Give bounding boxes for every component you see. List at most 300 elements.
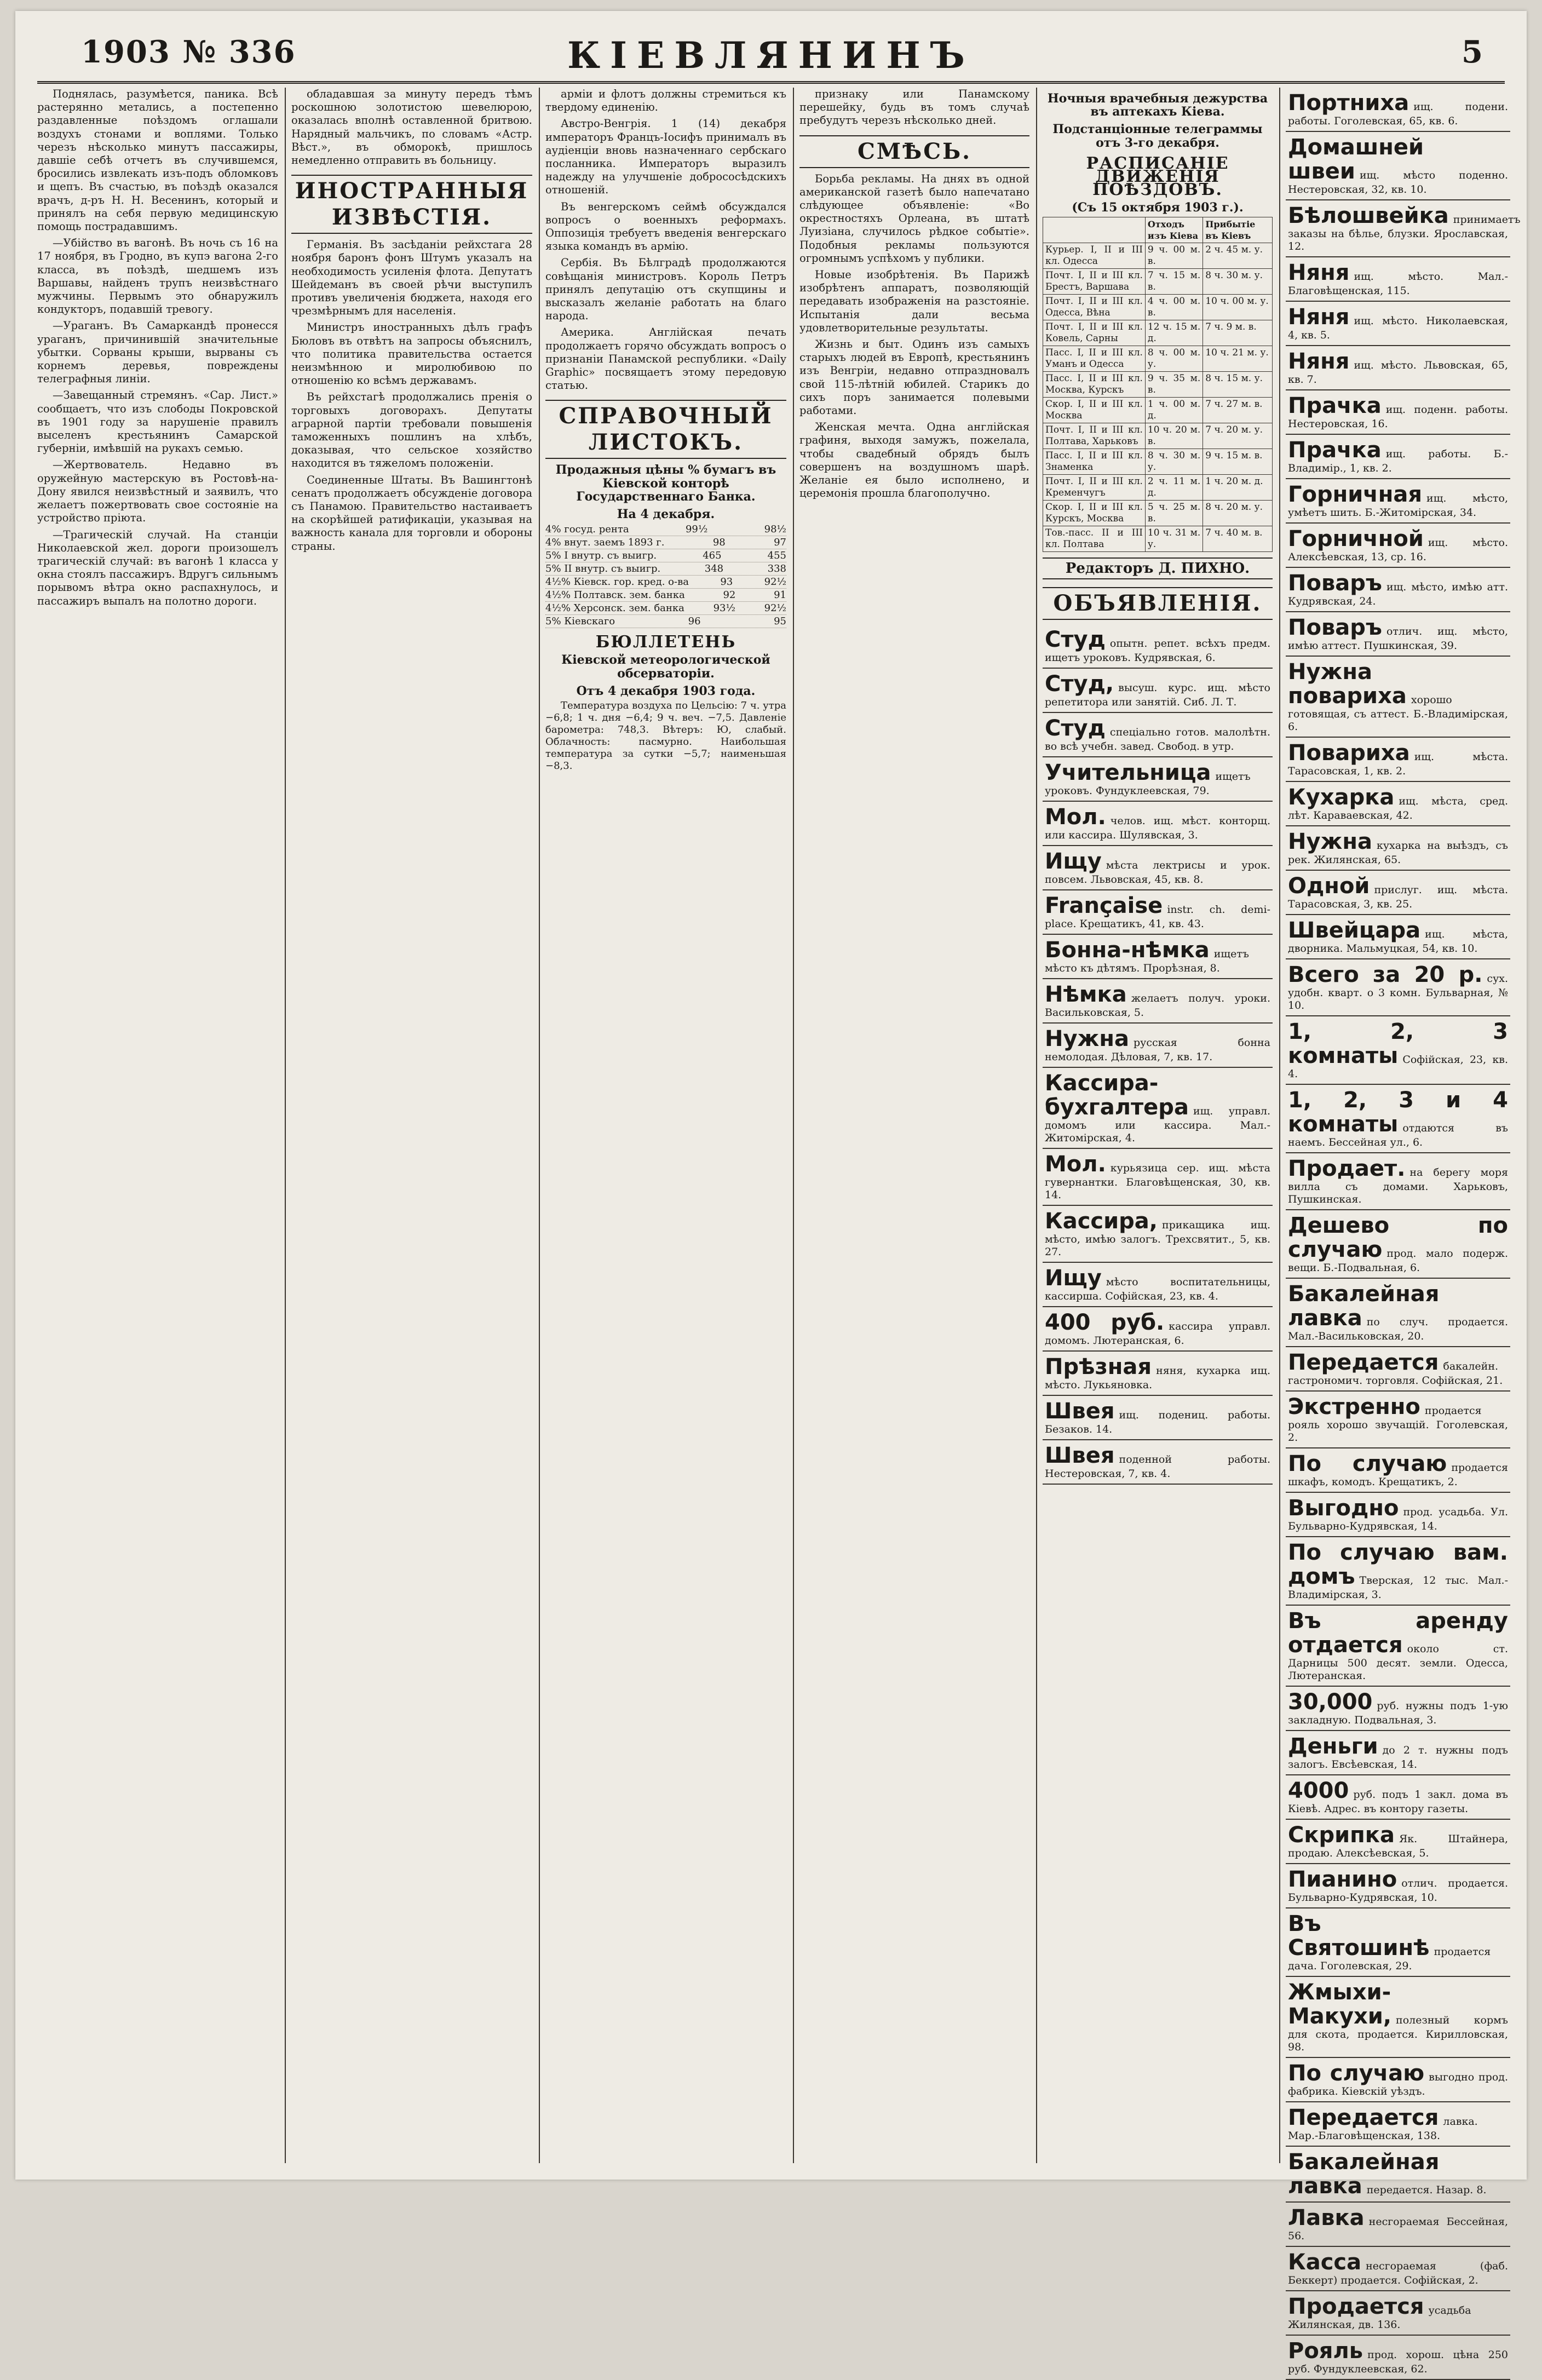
- classified-ad: [1286, 2247, 1510, 2291]
- article-paragraph: Америка. Англійская печать продолжаетъ горячо обсуждать вопросъ о признаніи Панамской республики. «Daily Graphic» посвящаетъ этому передовую статью.: [545, 326, 786, 392]
- ad-heading: Кассира-бухгалтера: [1045, 1070, 1189, 1120]
- article-paragraph: —Завещанный стремянъ. «Сар. Лист.» сообщаетъ, что изъ слободы Покровской въ 1901 году за нарушеніе правилъ выселенъ крестьянинъ Самарской губерніи, имѣвшій на рукахъ семью.: [37, 389, 278, 455]
- ad-heading: Нѣмка: [1045, 981, 1127, 1007]
- rate-row: [545, 523, 786, 536]
- schedule-cell: Почт. I, II и III кл. Брестъ, Варшава: [1043, 268, 1146, 294]
- ad-heading: Дешево по случаю: [1288, 1213, 1508, 1262]
- schedule-cell: Почт. I, II и III кл. Ковель, Сарны: [1043, 320, 1146, 346]
- train-schedule: [1043, 217, 1273, 552]
- ad-text: ищ. мѣсто, умѣетъ шить. Б.-Житомірская, 34.: [1288, 492, 1508, 519]
- article-paragraph: Министръ иностранныхъ дѣлъ графъ Бюловъ въ отвѣтъ на запросы объяснилъ, что политика правительства остается неизмѣнною и миролюбивою по отношенію ко всѣмъ державамъ.: [291, 321, 532, 387]
- ad-heading: Лавка: [1288, 2205, 1365, 2230]
- ad-heading: Поваръ: [1288, 571, 1382, 596]
- classified-ad: [1043, 1396, 1273, 1440]
- classified-ad: [1043, 979, 1273, 1024]
- ad-text: полезный кормъ для скота, продается. Кирилловская, 98.: [1288, 2014, 1508, 2053]
- ad-text: хорошо готовящая, съ аттест. Б.-Владимірская, 6.: [1288, 694, 1508, 733]
- ad-heading: Учительница: [1045, 760, 1211, 785]
- article-paragraph: —Жертвователь. Недавно въ оружейную мастерскую въ Ростовѣ-на-Дону явился неизвѣстный и заявилъ, что желаетъ пожертвовать свое состояніе на устройство пріюта.: [37, 458, 278, 525]
- classified-ad: [1286, 1153, 1510, 1210]
- schedule-cell: 10 ч. 31 м. у.: [1145, 526, 1202, 551]
- ad-text: отлич. ищ. мѣсто, имѣю аттест. Пушкинская, 39.: [1288, 625, 1508, 652]
- article-paragraph: Германія. Въ засѣданіи рейхстага 28 ноября баронъ фонъ Штумъ указалъ на необходимость усиленія флота. Депутатъ Шейдеманъ въ своей рѣчи выступилъ противъ увеличенія бюджета, находя его чрезмѣрнымъ для населенія.: [291, 238, 532, 318]
- rate-sell: 92½: [764, 576, 786, 588]
- ad-heading: 4000: [1288, 1778, 1349, 1803]
- classified-ad: [1286, 1977, 1510, 2058]
- classified-ad: [1286, 782, 1510, 826]
- schedule-header: [1043, 217, 1146, 243]
- classified-ad: [1286, 1537, 1510, 1606]
- schedule-row: [1043, 526, 1273, 551]
- classified-ad: [1286, 1392, 1510, 1448]
- ad-heading: Всего за 20 р.: [1288, 962, 1483, 987]
- ad-heading: Касса: [1288, 2250, 1362, 2275]
- ad-heading: Нужна: [1288, 829, 1372, 854]
- article-paragraph: арміи и флотъ должны стремиться къ твердому единенію.: [545, 88, 786, 114]
- classified-ad: [1286, 1606, 1510, 1687]
- ad-heading: Швея: [1045, 1442, 1115, 1468]
- article-paragraph: —Убійство въ вагонѣ. Въ ночь съ 16 на 17 ноября, въ Гродно, въ купэ вагона 2-го класса, въ поѣздѣ, шедшемъ изъ Варшавы, найденъ трупъ неизвѣстнаго мужчины. Первымъ это обнаружилъ кондукторъ, подавшій тревогу.: [37, 237, 278, 316]
- classified-ad: [1043, 890, 1273, 935]
- schedule-cell: Тов.-пасс. II и III кл. Полтава: [1043, 526, 1146, 551]
- smes-title: СМѢСЬ.: [799, 135, 1029, 168]
- rate-row: [545, 576, 786, 589]
- ad-text: руб. подъ 1 закл. дома въ Кіевѣ. Адрес. въ контору газеты.: [1288, 1789, 1508, 1815]
- classified-ad: [1286, 2147, 1510, 2203]
- classified-ad: [1043, 1024, 1273, 1068]
- ad-heading: Бакалейная лавка: [1288, 2149, 1440, 2199]
- classified-ad: [1043, 624, 1273, 669]
- rate-name: 4% госуд. рента: [545, 524, 629, 536]
- column-rule: [539, 88, 540, 2163]
- schedule-row: [1043, 243, 1273, 268]
- ad-text: прод. хорош. цѣна 250 руб. Фундуклеевская, 62.: [1288, 2349, 1508, 2375]
- rate-buy: 465: [703, 550, 722, 562]
- rate-name: 5% Кіевскаго: [545, 616, 615, 628]
- ad-heading: Одной: [1288, 873, 1370, 899]
- ad-text: ищ. подениц. работы. Безаков. 14.: [1045, 1409, 1270, 1435]
- editor-line: Редакторъ Д. ПИХНО.: [1043, 557, 1273, 579]
- ad-heading: Жмыхи-Макухи,: [1288, 1980, 1392, 2029]
- classified-ad: [1043, 846, 1273, 890]
- ad-heading: 1, 2, 3 и 4 комнаты: [1288, 1088, 1508, 1137]
- ad-text: отлич. продается. Бульварно-Кудрявская, 10.: [1288, 1877, 1508, 1904]
- ad-heading: Рояль: [1288, 2338, 1363, 2364]
- ad-text: бакалейн. гастрономич. торговля. Софійская, 21.: [1288, 1360, 1503, 1387]
- ad-text: передается. Назар. 8.: [1366, 2184, 1487, 2196]
- ad-heading: Française: [1045, 893, 1163, 918]
- classified-ad: [1286, 435, 1510, 479]
- ad-heading: Выгодно: [1288, 1496, 1399, 1521]
- ad-heading: По случаю вам. домъ: [1288, 1540, 1508, 1589]
- schedule-cell: 7 ч. 27 м. в.: [1203, 397, 1273, 423]
- ad-text: продается шкафъ, комодъ. Крещатикъ, 2.: [1288, 1462, 1508, 1488]
- article-paragraph: Женская мечта. Одна англійская графиня, выходя замужъ, пожелала, чтобы свадебный обрядъ былъ совершенъ на воздушномъ шарѣ. Желаніе ея было исполнено, и церемонія прошла благополучно.: [799, 421, 1029, 500]
- ad-heading: Скрипка: [1288, 1823, 1395, 1848]
- ad-text: прислуг. ищ. мѣста. Тарасовская, 3, кв. 25.: [1288, 884, 1508, 910]
- ad-text: усадьба Жилянская, дв. 136.: [1288, 2304, 1471, 2331]
- ad-heading: Студ,: [1045, 671, 1114, 697]
- listok-date: На 4 декабря.: [617, 507, 715, 522]
- rate-name: 4½% Кіевск. гор. кред. о-ва: [545, 576, 689, 588]
- ad-heading: Горничная: [1288, 482, 1423, 507]
- classified-ad: [1286, 738, 1510, 782]
- rate-sell: 98½: [764, 524, 786, 536]
- ad-text: кассира управл. домомъ. Лютеранская, 6.: [1045, 1320, 1270, 1347]
- ad-text: ищ. поденн. работы. Нестеровская, 16.: [1288, 404, 1508, 430]
- rate-name: 4½% Полтавск. зем. банка: [545, 589, 685, 601]
- ad-heading: Горничной: [1288, 526, 1424, 551]
- ad-text: отдаются въ наемъ. Бессейная ул., 6.: [1288, 1122, 1508, 1148]
- ad-heading: Мол.: [1045, 1151, 1106, 1177]
- classified-ad: [1043, 757, 1273, 802]
- classified-ad: [1043, 935, 1273, 979]
- ad-text: Тверская, 12 тыс. Мал.-Владимірская, 3.: [1288, 1574, 1508, 1601]
- page-number: 5: [1462, 34, 1483, 70]
- bulletin-date: Отъ 4 декабря 1903 года.: [576, 683, 756, 698]
- issue-number: 1903 № 336: [81, 34, 296, 70]
- classified-ad: [1286, 132, 1510, 200]
- ad-text: instr. ch. demi-place. Крещатикъ, 41, кв. 43.: [1045, 903, 1270, 930]
- ad-text: ищ. мѣста, сред. лѣт. Караваевская, 42.: [1288, 795, 1508, 821]
- rate-buy: 98: [712, 537, 726, 549]
- schedule-cell: 1 ч. 20 м. д.: [1203, 474, 1273, 500]
- schedule-row: [1043, 346, 1273, 371]
- classified-ad: [1286, 390, 1510, 435]
- ad-text: около ст. Дарницы 500 десят. земли. Одесса, Лютеранская.: [1288, 1643, 1508, 1682]
- schedule-cell: 2 ч. 45 м. у.: [1203, 243, 1273, 268]
- classified-ad: [1043, 713, 1273, 757]
- rate-row: [545, 536, 786, 549]
- schedule-cell: Курьер. I, II и III кл. Одесса: [1043, 243, 1146, 268]
- classified-ad: [1286, 959, 1510, 1016]
- classified-ad: [1043, 1149, 1273, 1206]
- article-paragraph: Въ рейхстагѣ продолжались пренія о торговыхъ договорахъ. Депутаты аграрной партіи требовали повышенія таможенныхъ пошлинъ на хлѣбъ, доказывая, что сельское хозяйство находится въ тяжеломъ положеніи.: [291, 390, 532, 470]
- classified-ad: [1043, 1307, 1273, 1352]
- ad-text: сух. удобн. кварт. о 3 комн. Бульварная, № 10.: [1288, 973, 1508, 1011]
- classified-ad: [1043, 1440, 1273, 1485]
- schedule-row: [1043, 371, 1273, 397]
- ad-heading: Кассира,: [1045, 1208, 1158, 1234]
- classified-ad: [1286, 1347, 1510, 1392]
- ad-heading: Ищу: [1045, 1265, 1102, 1291]
- ad-heading: Передается: [1288, 2105, 1439, 2130]
- article-paragraph: Новые изобрѣтенія. Въ Парижѣ изобрѣтенъ аппаратъ, позволяющій передавать изображенія на разстояніе. Испытанія дали весьма удовлетворительные результаты.: [799, 268, 1029, 334]
- classified-ad: [1286, 1687, 1510, 1731]
- ad-text: до 2 т. нужны подъ залогъ. Евсѣевская, 14.: [1288, 1744, 1508, 1770]
- ad-heading: Продается: [1288, 2294, 1424, 2319]
- schedule-cell: 8 ч. 00 м. у.: [1145, 346, 1202, 371]
- classified-ad: [1043, 1206, 1273, 1263]
- rate-row: [545, 602, 786, 615]
- ad-text: поденной работы. Нестеровская, 7, кв. 4.: [1045, 1453, 1270, 1480]
- schedule-row: [1043, 474, 1273, 500]
- ad-heading: Поваръ: [1288, 615, 1382, 640]
- classified-ad: [1286, 1731, 1510, 1775]
- rate-row: [545, 589, 786, 602]
- article-paragraph: Австро-Венгрія. 1 (14) декабря императоръ Францъ-Іосифъ принималъ въ аудіенціи вновь назначеннаго сербскаго посланника. Императоръ выразилъ надежду на улучшеніе добрососѣдскихъ отношеній.: [545, 117, 786, 197]
- ad-text: няня, кухарка ищ. мѣсто. Лукьяновка.: [1045, 1364, 1270, 1391]
- ad-text: высуш. курс. ищ. мѣсто репетитора или занятій. Сиб. Л. Т.: [1045, 681, 1270, 708]
- schedule-subtitle: (Съ 15 октября 1903 г.).: [1072, 200, 1244, 215]
- rate-name: 5% I внутр. съ выигр.: [545, 550, 657, 562]
- article-paragraph: Въ венгерскомъ сеймѣ обсуждался вопросъ о военныхъ реформахъ. Оппозиція требуетъ введенія венгерскаго языка командъ въ армію.: [545, 200, 786, 253]
- ad-text: ищетъ уроковъ. Фундуклеевская, 79.: [1045, 770, 1251, 797]
- notice-pharmacy: Ночныя врачебныя дежурства въ аптекахъ Кіева.: [1047, 91, 1268, 119]
- schedule-cell: 9 ч. 00 м. в.: [1145, 243, 1202, 268]
- classified-ad: [1286, 568, 1510, 612]
- rate-sell: 455: [767, 550, 786, 562]
- classified-ad: [1286, 915, 1510, 959]
- rate-sell: 97: [774, 537, 786, 549]
- ad-heading: По случаю: [1288, 2061, 1425, 2086]
- classified-ad: [1286, 200, 1521, 257]
- rate-buy: 96: [688, 616, 701, 628]
- ad-heading: Продает.: [1288, 1156, 1406, 1181]
- article-paragraph: Сербія. Въ Бѣлградѣ продолжаются совѣщанія министровъ. Король Петръ принялъ депутацію отъ скупщины и высказалъ желаніе работать на благо народа.: [545, 256, 786, 323]
- ad-text: курьязица сер. ищ. мѣста гувернантки. Благовѣщенская, 30, кв. 14.: [1045, 1162, 1270, 1201]
- schedule-cell: 7 ч. 15 м. в.: [1145, 268, 1202, 294]
- bulletin-text: Температура воздуха по Цельсію: 7 ч. утра −6,8; 1 ч. дня −6,4; 9 ч. веч. −7,5. Давленіе барометра: 748,3. Вѣтеръ: Ю, слабый. Облачность: пасмурно. Наибольшая температура за сутки −5,7; наименьшая −8,3.: [545, 700, 786, 772]
- classified-ad: [1286, 346, 1510, 390]
- ad-text: ищ. мѣсто. Мал.-Благовѣщенская, 115.: [1288, 271, 1508, 297]
- ad-text: по случ. продается. Мал.-Васильковская, 20.: [1288, 1316, 1508, 1342]
- ad-text: ищ. подени. работы. Гоголевская, 65, кв. 6.: [1288, 101, 1508, 127]
- ad-text: ищ. работы. Б.-Владимір., 1, кв. 2.: [1288, 448, 1508, 474]
- column-rule: [793, 88, 794, 2163]
- bulletin-title: БЮЛЛЕТЕНЬ: [595, 633, 737, 652]
- ad-heading: Студ: [1045, 715, 1106, 741]
- classified-ad: [1286, 1210, 1510, 1279]
- ad-heading: По случаю: [1288, 1451, 1447, 1476]
- classified-ad: [1286, 1820, 1510, 1864]
- column-2: [291, 88, 532, 2163]
- classified-ad: [1286, 524, 1510, 568]
- ad-text: ищ. мѣсто, имѣю атт. Кудрявская, 24.: [1288, 581, 1508, 607]
- ad-text: ищ. мѣсто. Алексѣевская, 13, ср. 16.: [1288, 537, 1508, 563]
- ad-text: ищ. мѣсто. Николаевская, 4, кв. 5.: [1288, 315, 1508, 341]
- ad-heading: Нужна повариха: [1288, 659, 1407, 709]
- ad-heading: Бакалейная лавка: [1288, 1281, 1440, 1331]
- schedule-cell: Почт. I, II и III кл. Полтава, Харьковъ: [1043, 423, 1146, 449]
- classified-ad: [1286, 657, 1510, 738]
- ad-heading: Въ аренду отдается: [1288, 1608, 1508, 1658]
- listok-subtitle: Продажныя цѣны % бумагъ въ Кіевской конторѣ Государственнаго Банка.: [555, 463, 776, 504]
- ad-heading: Въ Святошинѣ: [1288, 1911, 1430, 1961]
- classified-ad: [1286, 2336, 1510, 2380]
- rate-buy: 348: [704, 563, 724, 575]
- classified-ad: [1286, 479, 1510, 524]
- rates-table: [545, 523, 786, 628]
- ad-heading: Прачка: [1288, 438, 1382, 463]
- schedule-row: [1043, 320, 1273, 346]
- ad-heading: Няня: [1288, 260, 1350, 285]
- schedule-cell: 12 ч. 15 м. д.: [1145, 320, 1202, 346]
- article-paragraph: Борьба рекламы. На днях въ одной американской газетѣ было напечатано слѣдующее объявленіе: «Во окрестностяхъ Орлеана, въ штатѣ Луизіана, случилось рѣдкое событіе». Подобныя рекламы пользуются огромнымъ успѣхомъ у публики.: [799, 172, 1029, 265]
- ad-heading: Прѣзная: [1045, 1354, 1152, 1379]
- ad-heading: Мол.: [1045, 804, 1106, 830]
- rate-name: 4% внут. заемъ 1893 г.: [545, 537, 665, 549]
- rate-sell: 92½: [764, 602, 786, 614]
- schedule-row: [1043, 397, 1273, 423]
- schedule-cell: 7 ч. 20 м. у.: [1203, 423, 1273, 449]
- article-paragraph: Поднялась, разумѣется, паника. Всѣ растерянно метались, а постепенно раздавленные поѣздомъ оглашали воздухъ стонами и воплями. Только черезъ нѣсколько минутъ пассажиры, давшіе себѣ отчетъ въ случившемся, бросились извлекать изъ-подъ обломковъ и щепъ. Въ счастью, въ поѣздѣ оказался врачъ, д-ръ Н. Н. Весенинъ, который и принялъ на себя первую медицинскую помощь пострадавшимъ.: [37, 88, 278, 233]
- ad-heading: Бѣлошвейка: [1288, 203, 1449, 228]
- rate-sell: 91: [774, 589, 786, 601]
- schedule-cell: 5 ч. 25 м. в.: [1145, 500, 1202, 526]
- schedule-title: РАСПИСАНІЕ ДВИЖЕНІЯ ПОѢЗДОВЪ.: [1086, 153, 1229, 200]
- schedule-cell: 10 ч. 00 м. у.: [1203, 294, 1273, 320]
- classified-ad: [1286, 1864, 1510, 1908]
- ad-text: кухарка на выѣздъ, съ рек. Жилянская, 65.: [1288, 840, 1508, 866]
- classified-ad: [1286, 1085, 1510, 1153]
- classified-ad: [1286, 88, 1510, 132]
- schedule-row: [1043, 449, 1273, 474]
- ad-heading: Няня: [1288, 304, 1350, 330]
- schedule-cell: 10 ч. 20 м. в.: [1145, 423, 1202, 449]
- schedule-header: Отходъ изъ Кіева: [1145, 217, 1202, 243]
- ad-heading: 30,000: [1288, 1689, 1373, 1715]
- classified-ad: [1286, 1493, 1510, 1537]
- schedule-header: Прибытіе въ Кіевъ: [1203, 217, 1273, 243]
- ad-text: лавка. Мар.-Благовѣщенская, 138.: [1288, 2115, 1478, 2142]
- classified-ad: [1286, 2058, 1510, 2102]
- rate-row: [545, 549, 786, 562]
- ad-heading: Экстренно: [1288, 1394, 1420, 1419]
- column-6: [1286, 88, 1521, 2375]
- ad-heading: Кухарка: [1288, 785, 1395, 810]
- classified-ad: [1043, 669, 1273, 713]
- rate-sell: 95: [774, 616, 786, 628]
- ad-heading: Домашней швеи: [1288, 135, 1424, 184]
- classified-ad: [1286, 1908, 1510, 1977]
- ad-text: спеціально готов. малолѣтн. во всѣ учебн. завед. Свобод. в утр.: [1045, 726, 1270, 752]
- schedule-cell: 7 ч. 40 м. в.: [1203, 526, 1273, 551]
- ad-text: ищетъ мѣсто къ дѣтямъ. Прорѣзная, 8.: [1045, 947, 1249, 974]
- schedule-cell: Почт. I, II и III кл. Кременчугъ: [1043, 474, 1146, 500]
- article-text: обладавшая за минуту передъ тѣмъ роскошною золотистою шевелюрою, оказалась вполнѣ оставленной бритвою. Нарядный мальчикъ, по словамъ «Астр. Вѣст.», въ обморокѣ, пришлось немедленно отправить въ больницу.: [291, 88, 532, 167]
- article-paragraph: —Трагическій случай. На станціи Николаевской жел. дороги произошелъ трагическій случай: въ вагонѣ 1 класса у окна стоялъ пассажиръ. Вдругъ сильнымъ порывомъ вѣтра окно распахнулось, и пассажиръ выпалъ на полотно дороги.: [37, 528, 278, 607]
- schedule-cell: 1 ч. 00 м. д.: [1145, 397, 1202, 423]
- column-rule: [1036, 88, 1037, 2163]
- ad-text: мѣсто воспитательницы, кассирша. Софійская, 23, кв. 4.: [1045, 1275, 1270, 1302]
- ad-text: ищ. мѣсто поденно. Нестеровская, 32, кв. 10.: [1288, 169, 1508, 196]
- ad-heading: Ищу: [1045, 848, 1102, 874]
- ad-text: ищ. мѣста, дворника. Мальмуцкая, 54, кв. 10.: [1288, 928, 1508, 955]
- ad-text: опытн. репет. всѣхъ предм. ищетъ уроковъ. Кудрявская, 6.: [1045, 637, 1270, 664]
- article-paragraph: Соединенные Штаты. Въ Вашингтонѣ сенатъ продолжаетъ обсужденіе договора съ Панамою. Правительство настаиваетъ на скорѣйшей ратификаціи, указывая на важность канала для торговли и обороны страны.: [291, 473, 532, 553]
- rate-row: [545, 615, 786, 628]
- rate-sell: 338: [767, 563, 786, 575]
- schedule-cell: 9 ч. 15 м. в.: [1203, 449, 1273, 474]
- classified-ad: [1286, 257, 1510, 302]
- ad-heading: Деньги: [1288, 1734, 1378, 1759]
- rate-buy: 93: [720, 576, 733, 588]
- classified-ad: [1286, 2102, 1510, 2147]
- classified-ad: [1286, 826, 1510, 871]
- rate-buy: 93½: [713, 602, 735, 614]
- ad-text: Софійская, 23, кв. 4.: [1288, 1054, 1508, 1080]
- ad-text: челов. ищ. мѣст. конторщ. или кассира. Шулявская, 3.: [1045, 814, 1270, 841]
- classified-ad: [1286, 871, 1510, 915]
- classified-ad: [1043, 802, 1273, 846]
- column-1: [37, 88, 278, 2163]
- classified-ad: [1286, 1016, 1510, 1085]
- schedule-cell: Пасс. I, II и III кл. Знаменка: [1043, 449, 1146, 474]
- ads-title: ОБЪЯВЛЕНІЯ.: [1043, 587, 1273, 620]
- ad-heading: 400 руб.: [1045, 1309, 1165, 1335]
- column-rule: [1279, 88, 1280, 2163]
- schedule-cell: 2 ч. 11 м. д.: [1145, 474, 1202, 500]
- ad-heading: 1, 2, 3 комнаты: [1288, 1019, 1508, 1068]
- schedule-row: [1043, 423, 1273, 449]
- ad-heading: Передается: [1288, 1350, 1439, 1375]
- classified-ad: [1043, 1263, 1273, 1307]
- ad-text: мѣста лектрисы и урок. повсем. Львовская, 45, кв. 8.: [1045, 859, 1270, 886]
- ad-text: ищ. мѣста. Тарасовская, 1, кв. 2.: [1288, 751, 1508, 777]
- schedule-cell: 10 ч. 21 м. у.: [1203, 346, 1273, 371]
- column-rule: [285, 88, 286, 2163]
- listok-title: СПРАВОЧНЫЙ ЛИСТОКЪ.: [545, 400, 786, 459]
- article-paragraph: признаку или Панамскому перешейку, будь въ томъ случаѣ пребудутъ черезъ нѣсколько дней.: [799, 88, 1029, 127]
- ad-text: принимаетъ заказы на бѣлье, блузки. Ярославская, 12.: [1288, 214, 1521, 252]
- ad-text: прод. мало подерж. вещи. Б.-Подвальная, 6.: [1288, 1248, 1508, 1274]
- ad-heading: Швея: [1045, 1398, 1115, 1424]
- schedule-row: [1043, 268, 1273, 294]
- ad-text: прикащика ищ. мѣсто, имѣю залогъ. Трехсвятит., 5, кв. 27.: [1045, 1218, 1270, 1258]
- ad-text: ищ. управл. домомъ или кассира. Мал.-Житомірская, 4.: [1045, 1105, 1270, 1144]
- classified-ad: [1286, 302, 1510, 346]
- schedule-cell: 8 ч. 30 м. у.: [1145, 449, 1202, 474]
- ad-heading: Студ: [1045, 626, 1106, 652]
- classified-ad: [1286, 1448, 1510, 1493]
- schedule-cell: 4 ч. 00 м. в.: [1145, 294, 1202, 320]
- ad-heading: Прачка: [1288, 393, 1382, 418]
- schedule-cell: Скор. I, II и III кл. Москва: [1043, 397, 1146, 423]
- schedule-cell: 8 ч. 20 м. у.: [1203, 500, 1273, 526]
- notice-telegrams: Подстанціонные телеграммы отъ 3-го декабря.: [1052, 122, 1263, 150]
- ad-text: продается дача. Гоголевская, 29.: [1288, 1946, 1491, 1972]
- classified-ad: [1286, 2291, 1510, 2336]
- ad-text: желаетъ получ. уроки. Васильковская, 5.: [1045, 992, 1270, 1019]
- rate-name: 4½% Херсонск. зем. банка: [545, 602, 684, 614]
- bulletin-subtitle: Кіевской метеорологической обсерваторіи.: [561, 653, 770, 681]
- classified-ad: [1286, 2203, 1510, 2247]
- ad-heading: Нужна: [1045, 1026, 1129, 1051]
- schedule-cell: 7 ч. 9 м. в.: [1203, 320, 1273, 346]
- schedule-cell: 8 ч. 15 м. у.: [1203, 371, 1273, 397]
- newspaper-title: КІЕВЛЯНИНЪ: [567, 34, 975, 77]
- classified-ad: [1286, 1279, 1510, 1347]
- column-5: [1043, 88, 1273, 2163]
- ad-text: Як. Штайнера, продаю. Алексѣевская, 5.: [1288, 1833, 1508, 1859]
- schedule-cell: 8 ч. 30 м. у.: [1203, 268, 1273, 294]
- schedule-cell: Скор. I, II и III кл. Курскъ, Москва: [1043, 500, 1146, 526]
- ad-heading: Повариха: [1288, 740, 1410, 766]
- ad-text: руб. нужны подъ 1-ую закладную. Подвальная, 3.: [1288, 1700, 1508, 1726]
- classified-ad: [1043, 1352, 1273, 1396]
- rate-buy: 99½: [685, 524, 708, 536]
- classified-ad: [1043, 1068, 1273, 1149]
- article-paragraph: —Ураганъ. Въ Самаркандѣ пронесся ураганъ, причинившій значительные убытки. Сорваны крыши, вырваны съ корнемъ деревья, повреждены телеграфныя линіи.: [37, 319, 278, 386]
- rate-buy: 92: [723, 589, 736, 601]
- schedule-cell: 9 ч. 35 м. в.: [1145, 371, 1202, 397]
- ad-text: несгораемая Бессейная, 56.: [1288, 2216, 1508, 2242]
- ad-heading: Бонна-нѣмка: [1045, 937, 1210, 963]
- section-title: ИНОСТРАННЫЯ ИЗВѢСТІЯ.: [291, 175, 532, 234]
- ad-heading: Портниха: [1288, 90, 1409, 116]
- article-paragraph: Жизнь и быт. Одинъ изъ самыхъ старыхъ людей въ Европѣ, крестьянинъ изъ Венгріи, недавно отпраздновалъ свой 115-лѣтній юбилей. Старикъ до сихъ поръ занимается полевыми работами.: [799, 338, 1029, 417]
